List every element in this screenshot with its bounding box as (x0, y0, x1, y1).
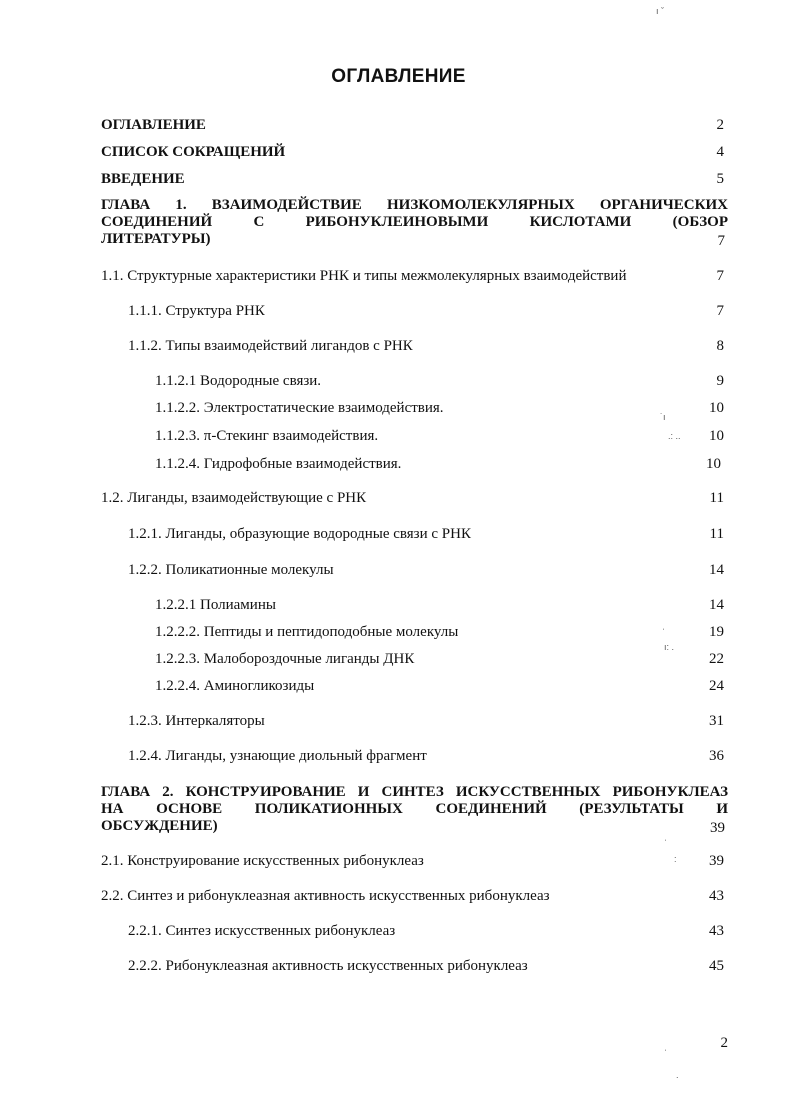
toc-entry-label: 1.2.2. Поликатионные молекулы (128, 562, 334, 578)
chapter-2-line-3: ОБСУЖДЕНИЕ) (101, 818, 218, 834)
toc-entry-label: 1.2.4. Лиганды, узнающие диольный фрагмент (128, 748, 427, 764)
footer-page-number: 2 (720, 1035, 728, 1051)
toc-entry-label: 2.2. Синтез и рибонуклеазная активность искусственных рибонуклеаз (101, 888, 550, 904)
toc-entry-label: 1.1.2. Типы взаимодействий лигандов с РНК (128, 338, 413, 354)
toc-entry-label: 2.2.2. Рибонуклеазная активность искусственных рибонуклеаз (128, 958, 528, 974)
toc-entry-label: 1.1.1. Структура РНК (128, 303, 265, 319)
toc-entry-label: 2.1. Конструирование искусственных рибонуклеаз (101, 853, 424, 869)
scan-speck: ı ˇ (656, 6, 664, 16)
toc-entry-label: ОГЛАВЛЕНИЕ (101, 117, 206, 133)
chapter-1-line-1: ГЛАВА 1. ВЗАИМОДЕЙСТВИЕ НИЗКОМОЛЕКУЛЯРНЫХ ОРГАНИЧЕСКИХ (101, 197, 728, 213)
toc-entry-page: 8 (716, 338, 724, 354)
toc-entry-page: 5 (716, 171, 724, 187)
toc-chapter-1[interactable] (101, 197, 728, 248)
toc-entry-page: 7 (717, 233, 725, 249)
toc-entry-page: 9 (716, 373, 724, 389)
chapter-2-line-2: НА ОСНОВЕ ПОЛИКАТИОННЫХ СОЕДИНЕНИЙ (РЕЗУЛЬТАТЫ И (101, 801, 728, 817)
scan-speck: ˙ı (660, 412, 666, 422)
toc-entry-page: 14 (709, 562, 724, 578)
toc-entry-label: СПИСОК СОКРАЩЕНИЙ (101, 144, 286, 160)
page-title: ОГЛАВЛЕНИЕ (331, 66, 466, 87)
toc-entry-label: 1.1.2.4. Гидрофобные взаимодействия. (155, 456, 402, 472)
toc-chapter-2[interactable] (101, 784, 728, 835)
toc-entry-page: 10 (706, 456, 721, 472)
scan-speck: ı: . (664, 642, 675, 652)
toc-entry-page: 22 (709, 651, 724, 667)
toc-entry-label: 1.2.2.1 Полиамины (155, 597, 276, 613)
toc-entry-page: 11 (709, 526, 724, 542)
scan-speck: ˈ (662, 627, 665, 637)
toc-entry-label: 1.2.2.3. Малобороздочные лиганды ДНК (155, 651, 415, 667)
toc-entry-page: 10 (709, 400, 724, 416)
toc-entry-page: 7 (716, 268, 724, 284)
scan-speck: . (676, 1070, 679, 1080)
toc-entry-label: 1.2.1. Лиганды, образующие водородные связи с РНК (128, 526, 471, 542)
toc-entry-page: 39 (710, 820, 725, 836)
toc-entry-page: 36 (709, 748, 724, 764)
toc-entry-page: 45 (709, 958, 724, 974)
toc-entry-label: 1.1.2.2. Электростатические взаимодействия. (155, 400, 444, 416)
toc-entry-page: 11 (709, 490, 724, 506)
toc-entry-page: 24 (709, 678, 724, 694)
toc-entry-page: 4 (716, 144, 724, 160)
toc-entry-page: 10 (709, 428, 724, 444)
toc-entry-page: 14 (709, 597, 724, 613)
chapter-1-line-3: ЛИТЕРАТУРЫ) (101, 231, 211, 247)
toc-entry-label: 1.1.2.3. π-Стекинг взаимодействия. (155, 428, 379, 444)
toc-entry-label: 1.2.2.2. Пептиды и пептидоподобные молекулы (155, 624, 459, 640)
toc-entry-label: 1.2.2.4. Аминогликозиды (155, 678, 315, 694)
toc-entry-page: 43 (709, 888, 724, 904)
chapter-2-line-1: ГЛАВА 2. КОНСТРУИРОВАНИЕ И СИНТЕЗ ИСКУССТВЕННЫХ РИБОНУКЛЕАЗ (101, 784, 728, 800)
toc-entry-page: 43 (709, 923, 724, 939)
scan-speck: .: .. (668, 431, 681, 441)
toc-entry-page: 2 (716, 117, 724, 133)
scan-speck: : (674, 854, 677, 864)
toc-entry-label: ВВЕДЕНИЕ (101, 171, 185, 187)
toc-entry-label: 2.2.1. Синтез искусственных рибонуклеаз (128, 923, 396, 939)
toc-entry-label: 1.1. Структурные характеристики РНК и типы межмолекулярных взаимодействий (101, 268, 627, 284)
chapter-1-line-2: СОЕДИНЕНИЙ С РИБОНУКЛЕИНОВЫМИ КИСЛОТАМИ (ОБЗОР (101, 214, 728, 230)
toc-entry-page: 19 (709, 624, 724, 640)
toc-entry-page: 31 (709, 713, 724, 729)
toc-entry-label: 1.2.3. Интеркаляторы (128, 713, 265, 729)
toc-entry-page: 7 (716, 303, 724, 319)
scan-speck: ˈ (664, 1048, 667, 1058)
scan-speck: ˈ (664, 838, 667, 848)
toc-entry-label: 1.1.2.1 Водородные связи. (155, 373, 322, 389)
toc-entry-label: 1.2. Лиганды, взаимодействующие с РНК (101, 490, 367, 506)
toc-entry-page: 39 (709, 853, 724, 869)
